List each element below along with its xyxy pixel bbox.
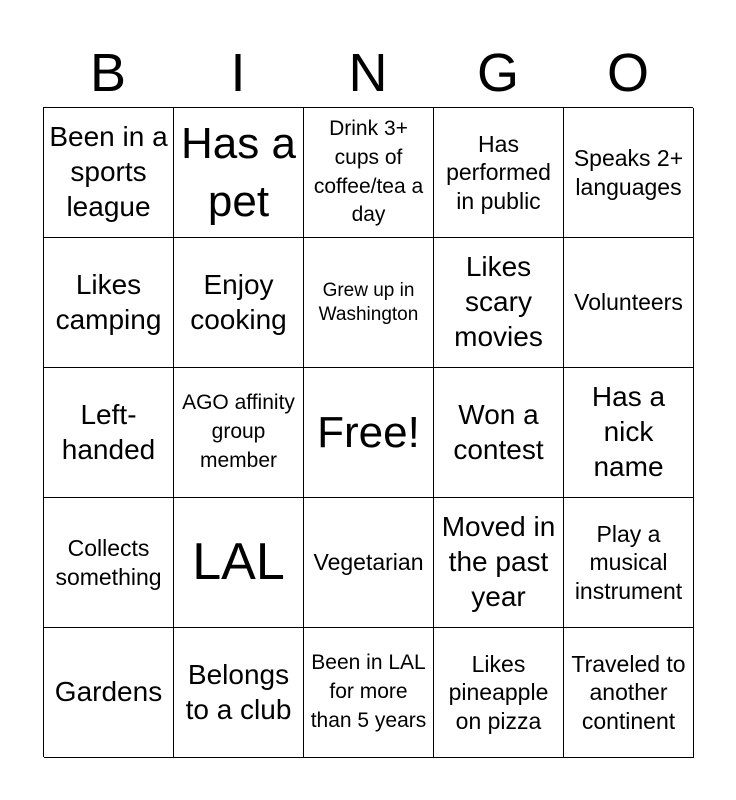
bingo-cell[interactable]: Grew up in Washington (304, 238, 434, 368)
bingo-cell[interactable]: Left-handed (44, 368, 174, 498)
bingo-cell[interactable]: Traveled to another continent (564, 628, 694, 758)
header-letter-o: O (606, 43, 649, 103)
header-letter-b: B (89, 43, 127, 103)
bingo-cell[interactable]: Has a nick name (564, 368, 694, 498)
bingo-cell[interactable]: Vegetarian (304, 498, 434, 628)
bingo-cell[interactable]: Volunteers (564, 238, 694, 368)
bingo-cell[interactable]: Speaks 2+ languages (564, 108, 694, 238)
bingo-cell[interactable]: Has a pet (174, 108, 304, 238)
free-space-cell[interactable]: Free! (304, 368, 434, 498)
bingo-cell[interactable]: Likes scary movies (434, 238, 564, 368)
bingo-cell[interactable]: Enjoy cooking (174, 238, 304, 368)
header-letter-n: N (348, 43, 388, 103)
bingo-cell[interactable]: LAL (174, 498, 304, 628)
bingo-header (43, 40, 693, 106)
bingo-board (43, 107, 693, 757)
bingo-cell[interactable]: Collects something (44, 498, 174, 628)
bingo-cell[interactable]: Belongs to a club (174, 628, 304, 758)
header-letter-i: I (230, 43, 246, 103)
bingo-cell[interactable]: Been in a sports league (44, 108, 174, 238)
bingo-cell[interactable]: Drink 3+ cups of coffee/tea a day (304, 108, 434, 238)
bingo-cell[interactable]: Won a contest (434, 368, 564, 498)
bingo-cell[interactable]: Play a musical instrument (564, 498, 694, 628)
header-letter-g: G (476, 43, 519, 103)
bingo-cell[interactable]: Been in LAL for more than 5 years (304, 628, 434, 758)
bingo-cell[interactable]: Likes pineapple on pizza (434, 628, 564, 758)
bingo-cell[interactable]: Has performed in public (434, 108, 564, 238)
bingo-cell[interactable]: Moved in the past year (434, 498, 564, 628)
bingo-cell[interactable]: Gardens (44, 628, 174, 758)
bingo-cell[interactable]: AGO affinity group member (174, 368, 304, 498)
bingo-cell[interactable]: Likes camping (44, 238, 174, 368)
